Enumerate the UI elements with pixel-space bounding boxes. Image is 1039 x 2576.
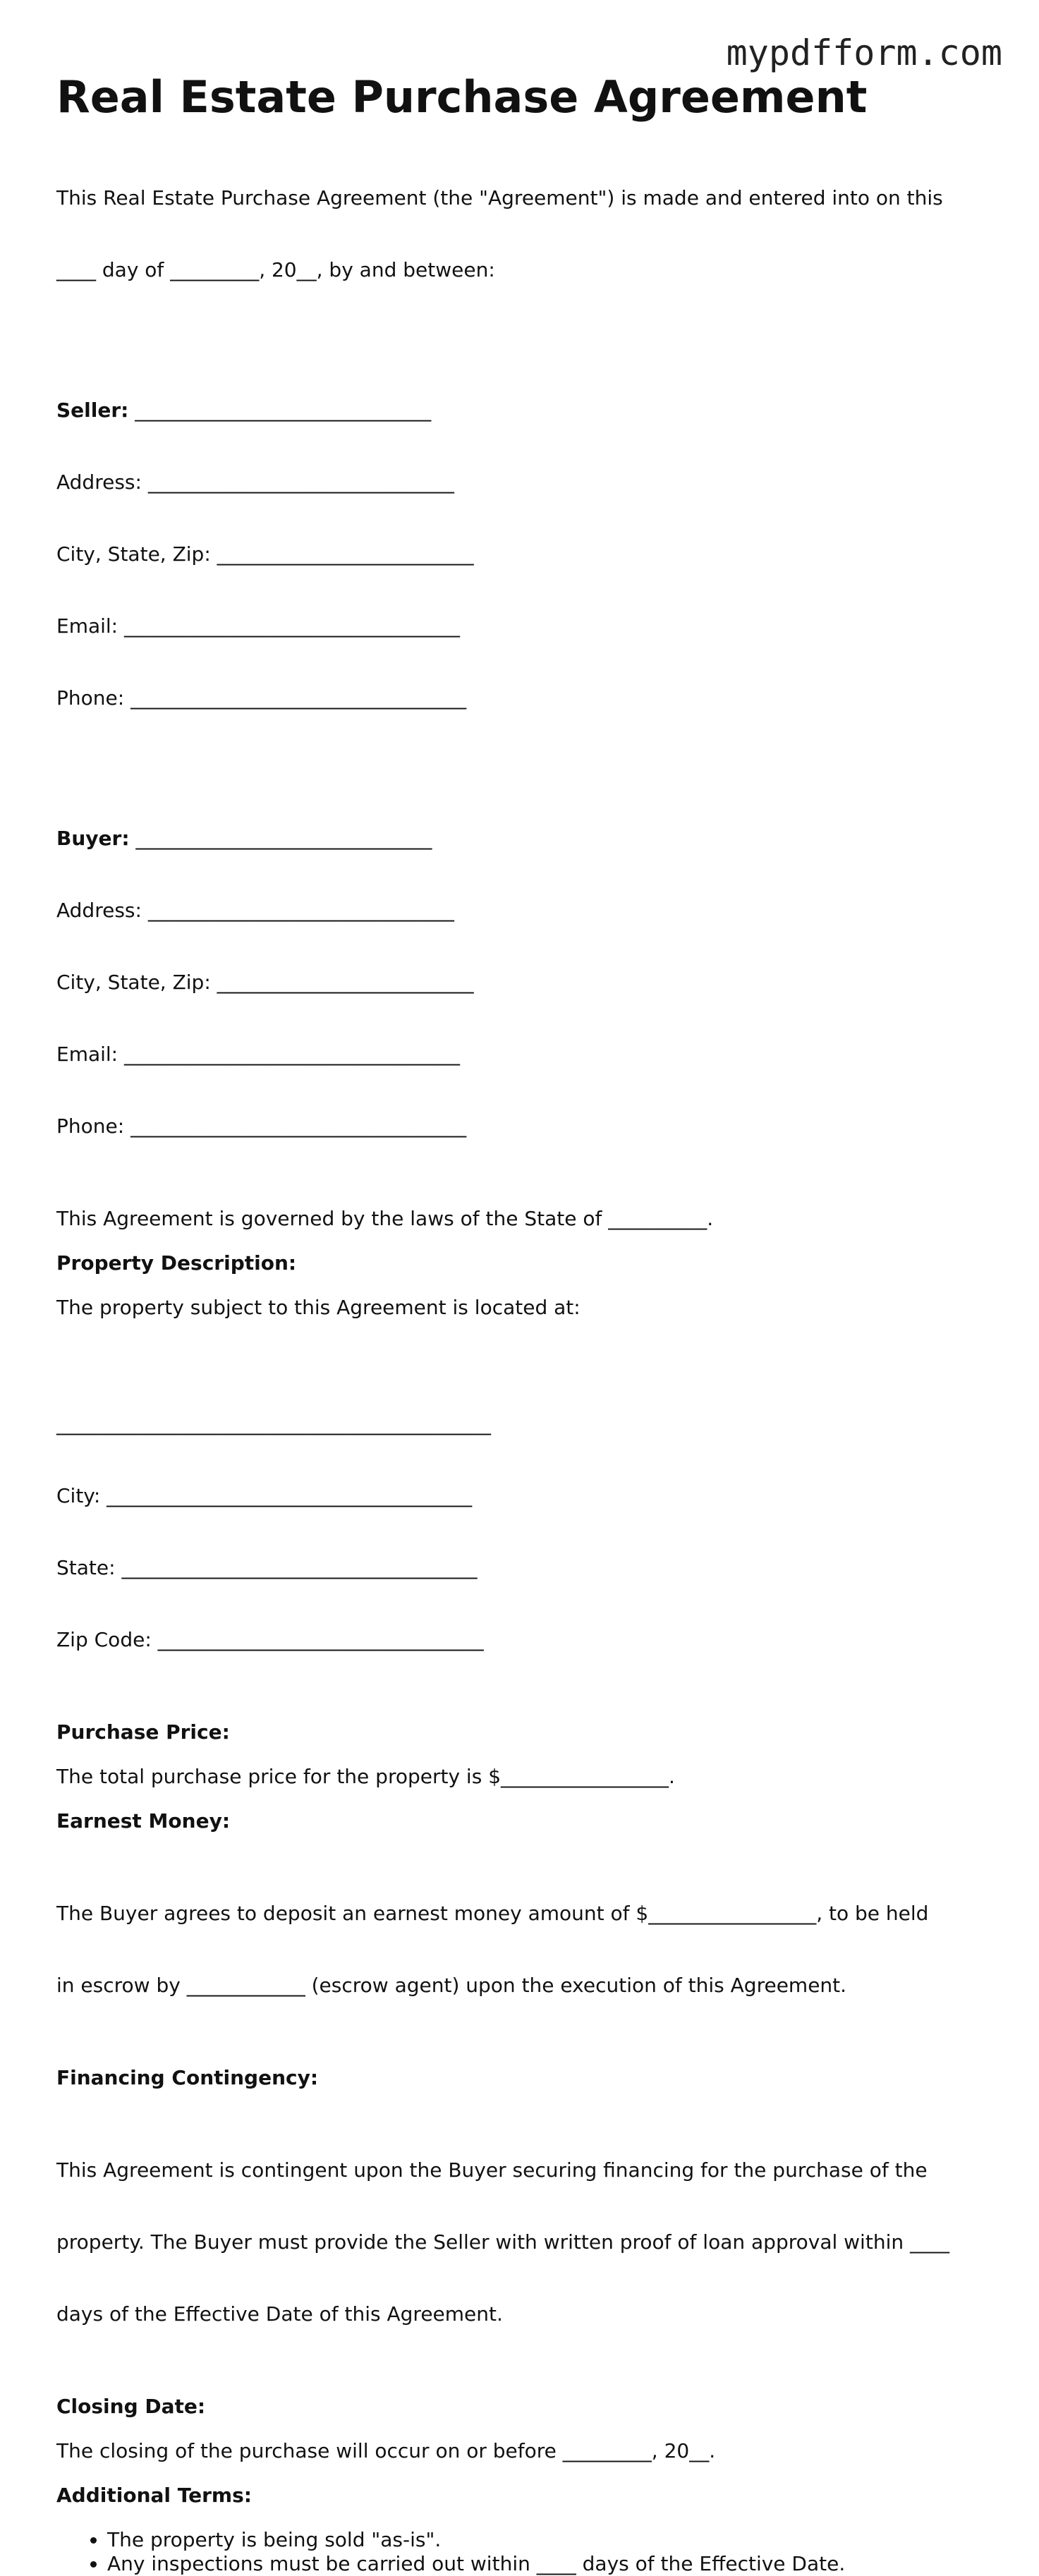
list-item: • Any inspections must be carried out within ____ days of the Effective Date. [107, 2552, 995, 2576]
purchase-price-text: The total purchase price for the property is $_________________. [56, 1765, 675, 1788]
seller-name-blank[interactable]: ______________________________ [128, 399, 432, 422]
seller-name-line [56, 399, 995, 423]
buyer-phone-field[interactable]: Phone: __________________________________ [56, 1114, 467, 1138]
watermark: mypdfform.com [726, 32, 1002, 73]
financing-paragraph [56, 2110, 995, 2374]
seller-block [56, 351, 995, 758]
seller-phone-field[interactable]: Phone: __________________________________ [56, 686, 467, 710]
document-page [56, 68, 995, 2576]
financing-line-3: days of the Effective Date of this Agreement. [56, 2302, 503, 2326]
additional-terms-heading: Additional Terms: [56, 2484, 252, 2507]
earnest-money-paragraph [56, 1854, 995, 2046]
buyer-city-state-zip-field[interactable]: City, State, Zip: __________________________ [56, 971, 474, 994]
property-city-field[interactable]: City: _____________________________________ [56, 1484, 473, 1507]
earnest-money-line-1: The Buyer agrees to deposit an earnest money amount of $_________________, to be held [56, 1902, 929, 1925]
property-state-field[interactable]: State: ____________________________________ [56, 1556, 478, 1579]
earnest-money-line-2: in escrow by ____________ (escrow agent) upon the execution of this Agreement. [56, 1974, 847, 1997]
intro-line-1: This Real Estate Purchase Agreement (the "Agreement") is made and entered into on this [56, 186, 943, 209]
buyer-address-field[interactable]: Address: _______________________________ [56, 899, 454, 922]
closing-heading: Closing Date: [56, 2395, 206, 2418]
buyer-block [56, 779, 995, 1186]
financing-heading: Financing Contingency: [56, 2066, 319, 2089]
earnest-money-heading: Earnest Money: [56, 1809, 231, 1833]
financing-line-1: This Agreement is contingent upon the Buyer securing financing for the purchase of the [56, 2158, 928, 2182]
property-street-field[interactable]: ____________________________________________ [56, 1412, 491, 1435]
spacer [56, 1320, 995, 1344]
additional-terms-list [56, 2528, 995, 2576]
buyer-label: Buyer: [56, 827, 130, 850]
buyer-name-blank[interactable]: ______________________________ [129, 827, 432, 850]
purchase-price-heading: Purchase Price: [56, 1720, 230, 1744]
property-address-block [56, 1364, 995, 1700]
buyer-email-field[interactable]: Email: __________________________________ [56, 1043, 461, 1066]
seller-city-state-zip-field[interactable]: City, State, Zip: __________________________ [56, 542, 474, 566]
intro-line-2: ____ day of _________, 20__, by and between: [56, 258, 495, 281]
seller-email-field[interactable]: Email: __________________________________ [56, 614, 461, 638]
intro-paragraph [56, 138, 995, 330]
document-title: Real Estate Purchase Agreement [56, 71, 868, 123]
seller-address-field[interactable]: Address: _______________________________ [56, 470, 454, 494]
property-text: The property subject to this Agreement is located at: [56, 1296, 581, 1319]
list-item: • The property is being sold "as-is". [107, 2528, 995, 2552]
property-heading: Property Description: [56, 1251, 297, 1275]
buyer-name-line [56, 827, 995, 851]
governing-law-paragraph: This Agreement is governed by the laws of the State of __________. [56, 1207, 714, 1230]
closing-text: The closing of the purchase will occur on or before _________, 20__. [56, 2439, 716, 2462]
financing-line-2: property. The Buyer must provide the Seller with written proof of loan approval within ____ [56, 2230, 949, 2254]
seller-label: Seller: [56, 399, 129, 422]
property-zip-field[interactable]: Zip Code: _________________________________ [56, 1628, 484, 1651]
